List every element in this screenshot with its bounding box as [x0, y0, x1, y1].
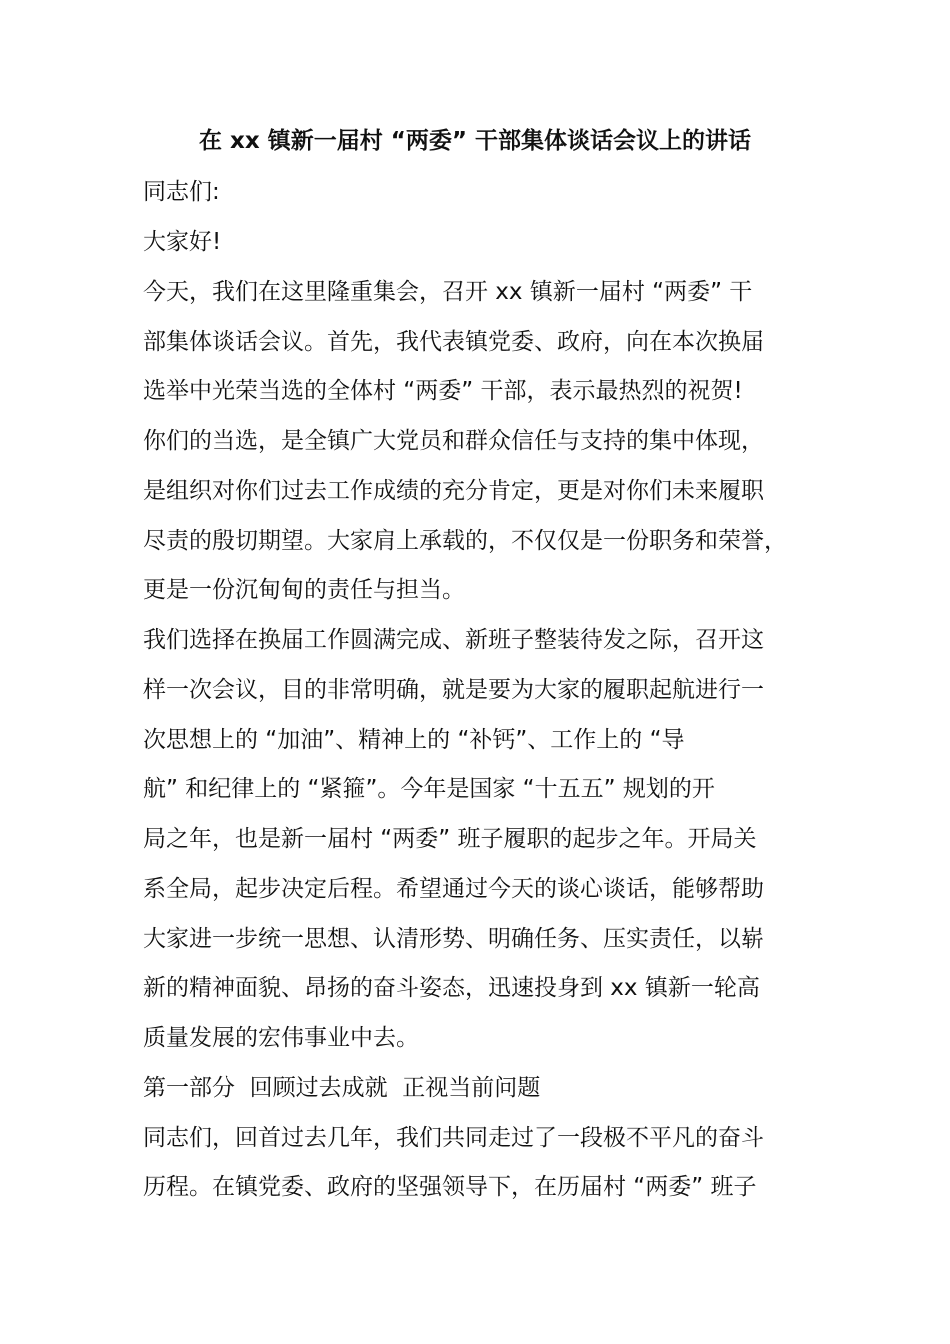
section-heading: 第一部分 回顾过去成就 正视当前问题: [143, 1075, 541, 1101]
text-line: 尽责的殷切期望。大家肩上承载的，不仅仅是一份职务和荣誉，: [143, 528, 787, 554]
text-line: 部集体谈话会议。首先，我代表镇党委、政府，向在本次换届: [143, 329, 764, 355]
text-line: 同志们，回首过去几年，我们共同走过了一段极不平凡的奋斗: [143, 1125, 764, 1151]
text-line: 质量发展的宏伟事业中去。: [143, 1025, 419, 1051]
text-line: 历程。在镇党委、政府的坚强领导下，在历届村 “两委” 班子: [143, 1174, 757, 1200]
text-line: 系全局，起步决定后程。希望通过今天的谈心谈话，能够帮助: [143, 876, 764, 902]
text-line: 次思想上的 “加油”、精神上的 “补钙”、工作上的 “导: [143, 727, 685, 753]
text-line: 选举中光荣当选的全体村 “两委” 干部，表示最热烈的祝贺!: [143, 378, 743, 404]
text-line: 是组织对你们过去工作成绩的充分肯定，更是对你们未来履职: [143, 478, 764, 504]
text-line: 我们选择在换届工作圆满完成、新班子整装待发之际，召开这: [143, 627, 764, 653]
text-line: 样一次会议，目的非常明确，就是要为大家的履职起航进行一: [143, 677, 764, 703]
text-line: 更是一份沉甸甸的责任与担当。: [143, 577, 465, 603]
text-line: 局之年，也是新一届村 “两委” 班子履职的起步之年。开局关: [143, 826, 757, 852]
text-line: 同志们:: [143, 179, 220, 205]
text-line: 航” 和纪律上的 “紧箍”。今年是国家 “十五五” 规划的开: [143, 776, 715, 802]
text-line: 大家进一步统一思想、认清形势、明确任务、压实责任，以崭: [143, 926, 764, 952]
text-line: 大家好!: [143, 229, 222, 255]
text-line: 今天，我们在这里隆重集会，召开 xx 镇新一届村 “两委” 干: [143, 279, 753, 305]
text-line: 你们的当选，是全镇广大党员和群众信任与支持的集中体现，: [143, 428, 764, 454]
text-line: 新的精神面貌、昂扬的奋斗姿态，迅速投身到 xx 镇新一轮高: [143, 975, 760, 1001]
document-title: 在 xx 镇新一届村 “两委” 干部集体谈话会议上的讲话: [199, 128, 751, 154]
